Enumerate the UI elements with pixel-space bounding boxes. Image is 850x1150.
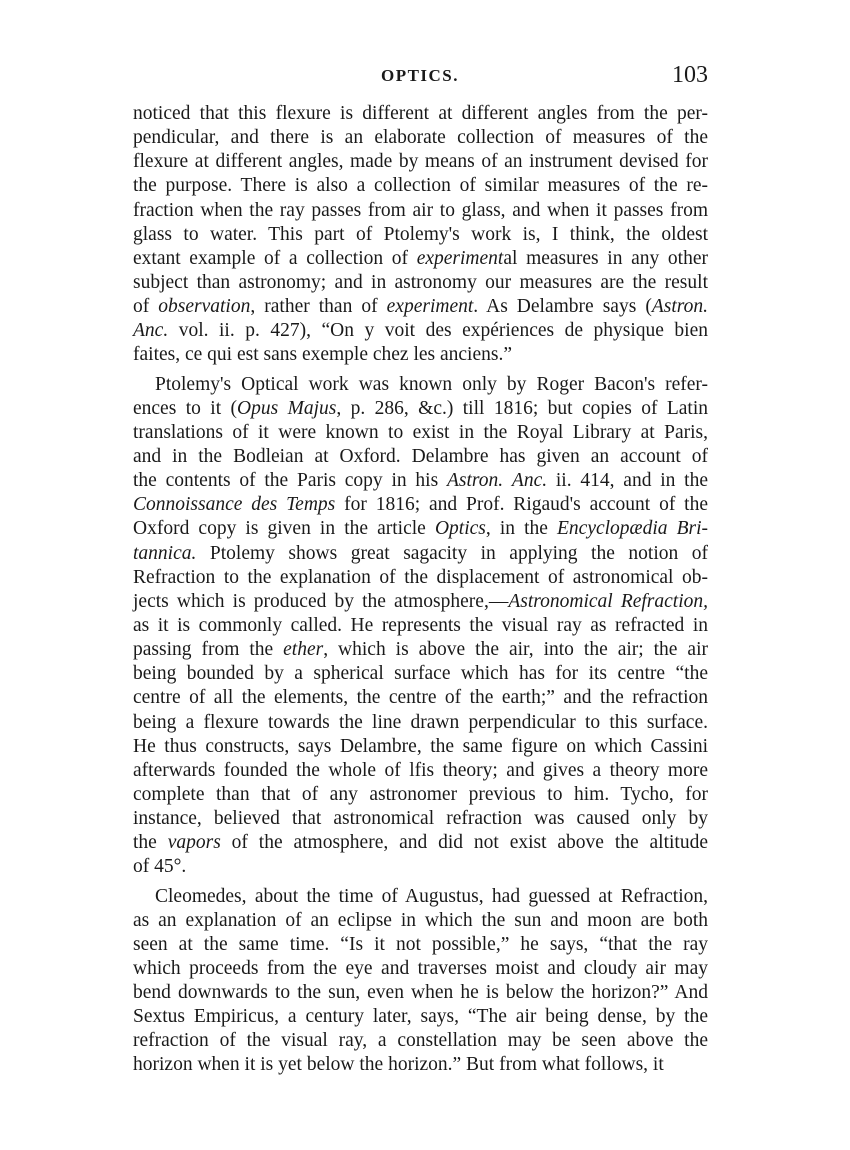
italic-phrase: Connoissance des [133, 494, 278, 516]
text-line: which proceeds from the eye and traverses moist and cloudy air may [133, 957, 708, 979]
text-line: passing from the ether, which is above the air, into the air; the air [133, 639, 708, 661]
text-line: Refraction to the explanation of the displacement of astronomical ob- [133, 566, 708, 588]
text-line: complete than that of any astronomer previous to him. Tycho, for [133, 783, 708, 805]
text-line: being bounded by a spherical surface which has for its centre “the [133, 663, 708, 685]
text-line: jects which is produced by the atmosphere,—Astronomical Refraction, [133, 590, 709, 612]
italic-phrase: Temps [286, 494, 336, 516]
italic-phrase: vapors [167, 832, 221, 854]
text-line: extant example of a collection of experimental measures in any other [133, 247, 709, 269]
italic-phrase: tannica. [133, 542, 197, 564]
italic-phrase: Anc. [511, 470, 548, 492]
text-line: flexure at different angles, made by means of an instrument devised for [133, 151, 708, 173]
italic-phrase: observation [158, 296, 251, 318]
text-line: being a flexure towards the line drawn perpendicular to this surface. [133, 711, 708, 733]
italic-phrase: ether [283, 639, 324, 661]
paragraph [133, 373, 708, 880]
text-line: Anc. vol. ii. p. 427), “On y voit des expériences de physique bien [133, 320, 708, 342]
italic-phrase: experiment [386, 296, 474, 318]
text-line: faites, ce qui est sans exemple chez les anciens.” [133, 344, 513, 366]
text-line: the vapors of the atmosphere, and did not exist above the altitude [133, 832, 708, 854]
text-line: bend downwards to the sun, even when he is below the horizon?” And [133, 982, 708, 1004]
text-line: afterwards founded the whole of lfis theory; and gives a theory more [133, 759, 708, 781]
text-line: the contents of the Paris copy in his Astron. Anc. ii. 414, and in the [133, 470, 708, 492]
text-line: He thus constructs, says Delambre, the same figure on which Cassini [133, 735, 708, 757]
text-line: as it is commonly called. He represents the visual ray as refracted in [133, 614, 708, 636]
body-text [133, 102, 708, 1078]
page-number: 103 [672, 62, 708, 88]
text-line: tannica. Ptolemy shows great sagacity in applying the notion of [133, 542, 708, 564]
text-line: the purpose. There is also a collection of similar measures of the re- [133, 175, 708, 197]
text-line: translations of it were known to exist in the Royal Library at Paris, [133, 421, 708, 443]
text-line: Ptolemy's Optical work was known only by Roger Bacon's refer- [155, 373, 708, 395]
text-line: of 45°. [133, 856, 187, 878]
italic-phrase: Astronomical Refraction, [508, 590, 709, 612]
italic-phrase: experiment [416, 247, 504, 269]
running-title: OPTICS. [380, 66, 460, 85]
text-line: as an explanation of an eclipse in which the sun and moon are both [133, 909, 708, 931]
italic-phrase: Opus Majus [237, 397, 337, 419]
paragraph [133, 102, 708, 368]
italic-phrase: Encyclopædia Bri- [557, 518, 708, 540]
text-line: pendicular, and there is an elaborate collection of measures of the [133, 127, 708, 149]
text-line: Sextus Empiricus, a century later, says, “The air being dense, by the [133, 1006, 708, 1028]
text-line: noticed that this flexure is different at different angles from the per- [133, 103, 708, 124]
text-line: instance, believed that astronomical refraction was caused only by [133, 808, 708, 830]
text-line: ences to it (Opus Majus, p. 286, &c.) till 1816; but copies of Latin [133, 397, 708, 419]
page-header [132, 62, 708, 92]
italic-phrase: Optics [434, 518, 486, 540]
italic-phrase: Astron. [651, 296, 708, 318]
text-line: and in the Bodleian at Oxford. Delambre has given an account of [133, 445, 708, 467]
text-line: horizon when it is yet below the horizon.” But from what follows, it [133, 1054, 664, 1076]
text-line: Connoissance des Temps for 1816; and Prof. Rigaud's account of the [133, 494, 709, 516]
text-line: refraction of the visual ray, a constellation may be seen above the [133, 1030, 708, 1052]
italic-phrase: Anc. [133, 320, 169, 342]
paragraph [133, 885, 708, 1078]
text-line: centre of all the elements, the centre of the earth;” and the refraction [133, 687, 708, 709]
text-line: seen at the same time. “Is it not possible,” he says, “that the ray [133, 933, 708, 955]
text-line: of observation, rather than of experiment. As Delambre says (Astron. [133, 296, 708, 318]
text-line: subject than astronomy; and in astronomy our measures are the result [133, 271, 708, 293]
text-line: fraction when the ray passes from air to glass, and when it passes from [133, 199, 708, 221]
text-line: Cleomedes, about the time of Augustus, had guessed at Refraction, [155, 885, 708, 907]
italic-phrase: Astron. [446, 470, 504, 492]
text-line: glass to water. This part of Ptolemy's work is, I think, the oldest [133, 223, 708, 245]
text-line: Oxford copy is given in the article Optics, in the Encyclopædia Bri- [133, 518, 708, 540]
